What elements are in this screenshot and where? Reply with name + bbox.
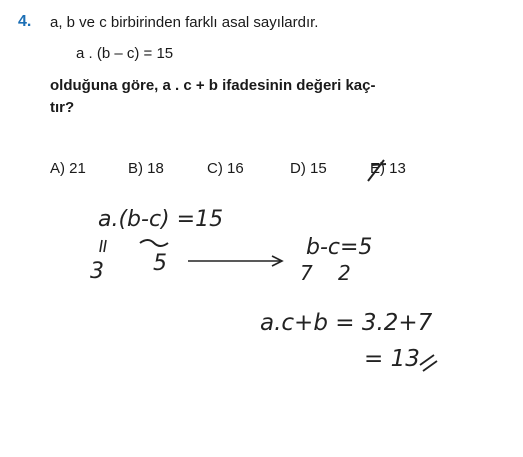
answer-mark-icon <box>368 160 386 181</box>
hw-line2: b-c=5 <box>306 235 373 260</box>
hw-c-value: 2 <box>338 261 351 285</box>
hw-line1: a.(b-c) =15 <box>98 207 224 232</box>
option-d[interactable]: D) 15 <box>290 160 327 177</box>
question-prompt-line1: olduğuna göre, a . c + b ifadesinin değeri kaç- <box>50 77 376 94</box>
hw-line3: a.c+b = 3.2+7 <box>260 310 433 336</box>
question-number: 4. <box>18 13 32 30</box>
option-b[interactable]: B) 18 <box>128 160 164 177</box>
option-e[interactable]: E) 13 <box>370 160 406 177</box>
hw-paren-value: 5 <box>153 251 167 276</box>
question-stem: a, b ve c birbirinden farklı asal sayılardır. <box>50 14 319 31</box>
hw-b-value: 7 <box>300 261 313 285</box>
given-equation: a . (b – c) = 15 <box>76 45 174 62</box>
hw-tick-marks <box>100 240 106 252</box>
hw-underline-squiggle <box>140 240 168 246</box>
hw-a-value: 3 <box>90 259 104 284</box>
option-c[interactable]: C) 16 <box>207 160 244 177</box>
hw-final-marks <box>420 355 437 371</box>
option-a[interactable]: A) 21 <box>50 160 86 177</box>
hw-line4: = 13 <box>364 346 420 372</box>
question-prompt-line2: tır? <box>50 99 75 116</box>
